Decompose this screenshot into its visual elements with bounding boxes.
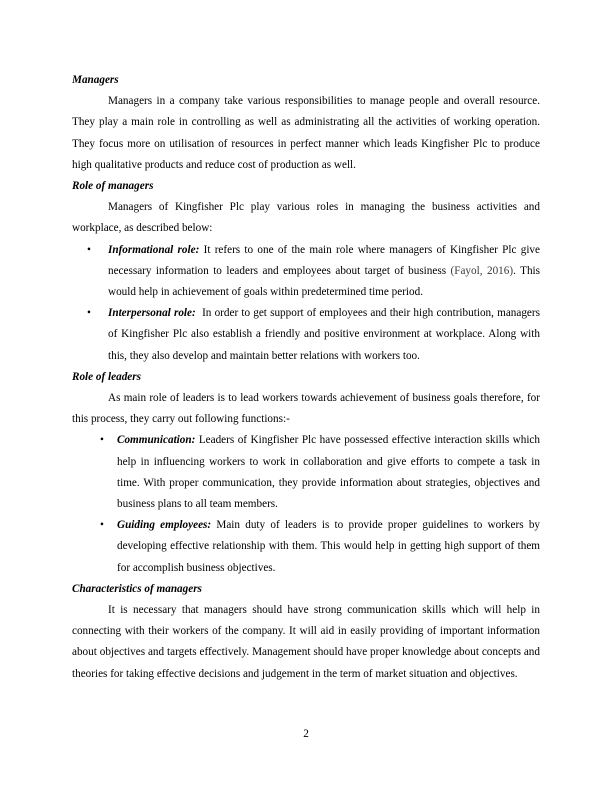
term-informational-role: Informational role:: [108, 243, 200, 256]
text-informational-role-end: . This would help in achievement of goals within predetermined time period.: [108, 264, 541, 299]
text-guiding-employees: Main duty of leaders is to provide proper guidelines to workers by developing effective relationship with them. This would help in getting high support of them for accomplish business objectives.: [117, 519, 541, 574]
paragraph-managers: Managers in a company take various responsibilities to manage people and overall resource. They play a main role in controlling as well as administrating all the activities of working operation. They focus more on utilisation of resources in perfect manner which leads Kingfisher Plc to produce high qualitative products and reduce cost of production as well.: [72, 95, 540, 171]
text-interpersonal-role: In order to get support of employees and their high contribution, managers of Kingfisher Plc also establish a friendly and positive environment at workplace. Along with this, they also develop and maintain better relations with workers too.: [108, 307, 543, 362]
paragraph-role-of-leaders-intro: As main role of leaders is to lead workers towards achievement of business goals therefore, for this process, they carry out following functions:-: [72, 392, 540, 426]
list-manager-roles: [72, 240, 543, 367]
bullet-icon: •: [87, 307, 91, 320]
bullet-icon: •: [100, 519, 104, 532]
paragraph-characteristics: It is necessary that managers should have strong communication skills which will help in connecting with their workers of the company. It will aid in easily providing of important information about objectives and targets effectively. Management should have proper knowledge about concepts and theories for taking effective decisions and judgement in the term of market situation and objectives.: [72, 604, 540, 680]
document-page: [72, 70, 543, 685]
text-communication: Leaders of Kingfisher Plc have possessed effective interaction skills which help in influencing workers to work in collaboration and give efforts to compete a task in time. With proper communication, they provide information about strategies, objectives and business plans to all team members.: [117, 434, 540, 511]
term-guiding-employees: Guiding employees:: [117, 519, 212, 532]
paragraph-role-of-managers-intro: Managers of Kingfisher Plc play various roles in managing the business activities and workplace, as described below:: [72, 201, 540, 235]
term-interpersonal-role: Interpersonal role:: [108, 307, 196, 320]
text-informational-role: It refers to one of the main role where managers of Kingfisher Plc give necessary information to leaders and employees about target of business: [108, 243, 540, 277]
heading-managers: Managers: [72, 74, 119, 86]
list-item-informational-role: [72, 240, 540, 304]
heading-role-of-leaders: Role of leaders: [72, 370, 141, 383]
bullet-icon: •: [100, 434, 104, 447]
heading-characteristics-of-managers: Characteristics of managers: [72, 582, 202, 595]
heading-role-of-managers: Role of managers: [72, 180, 154, 193]
term-communication: Communication:: [117, 434, 196, 447]
list-item-communication: [72, 430, 540, 515]
bullet-icon: •: [87, 243, 91, 256]
list-leader-functions: [72, 430, 540, 578]
list-item-guiding-employees: [72, 515, 540, 579]
citation-fayol: (Fayol, 2016): [450, 264, 514, 277]
page-number: 2: [303, 728, 309, 740]
list-item-interpersonal-role: [72, 303, 543, 367]
